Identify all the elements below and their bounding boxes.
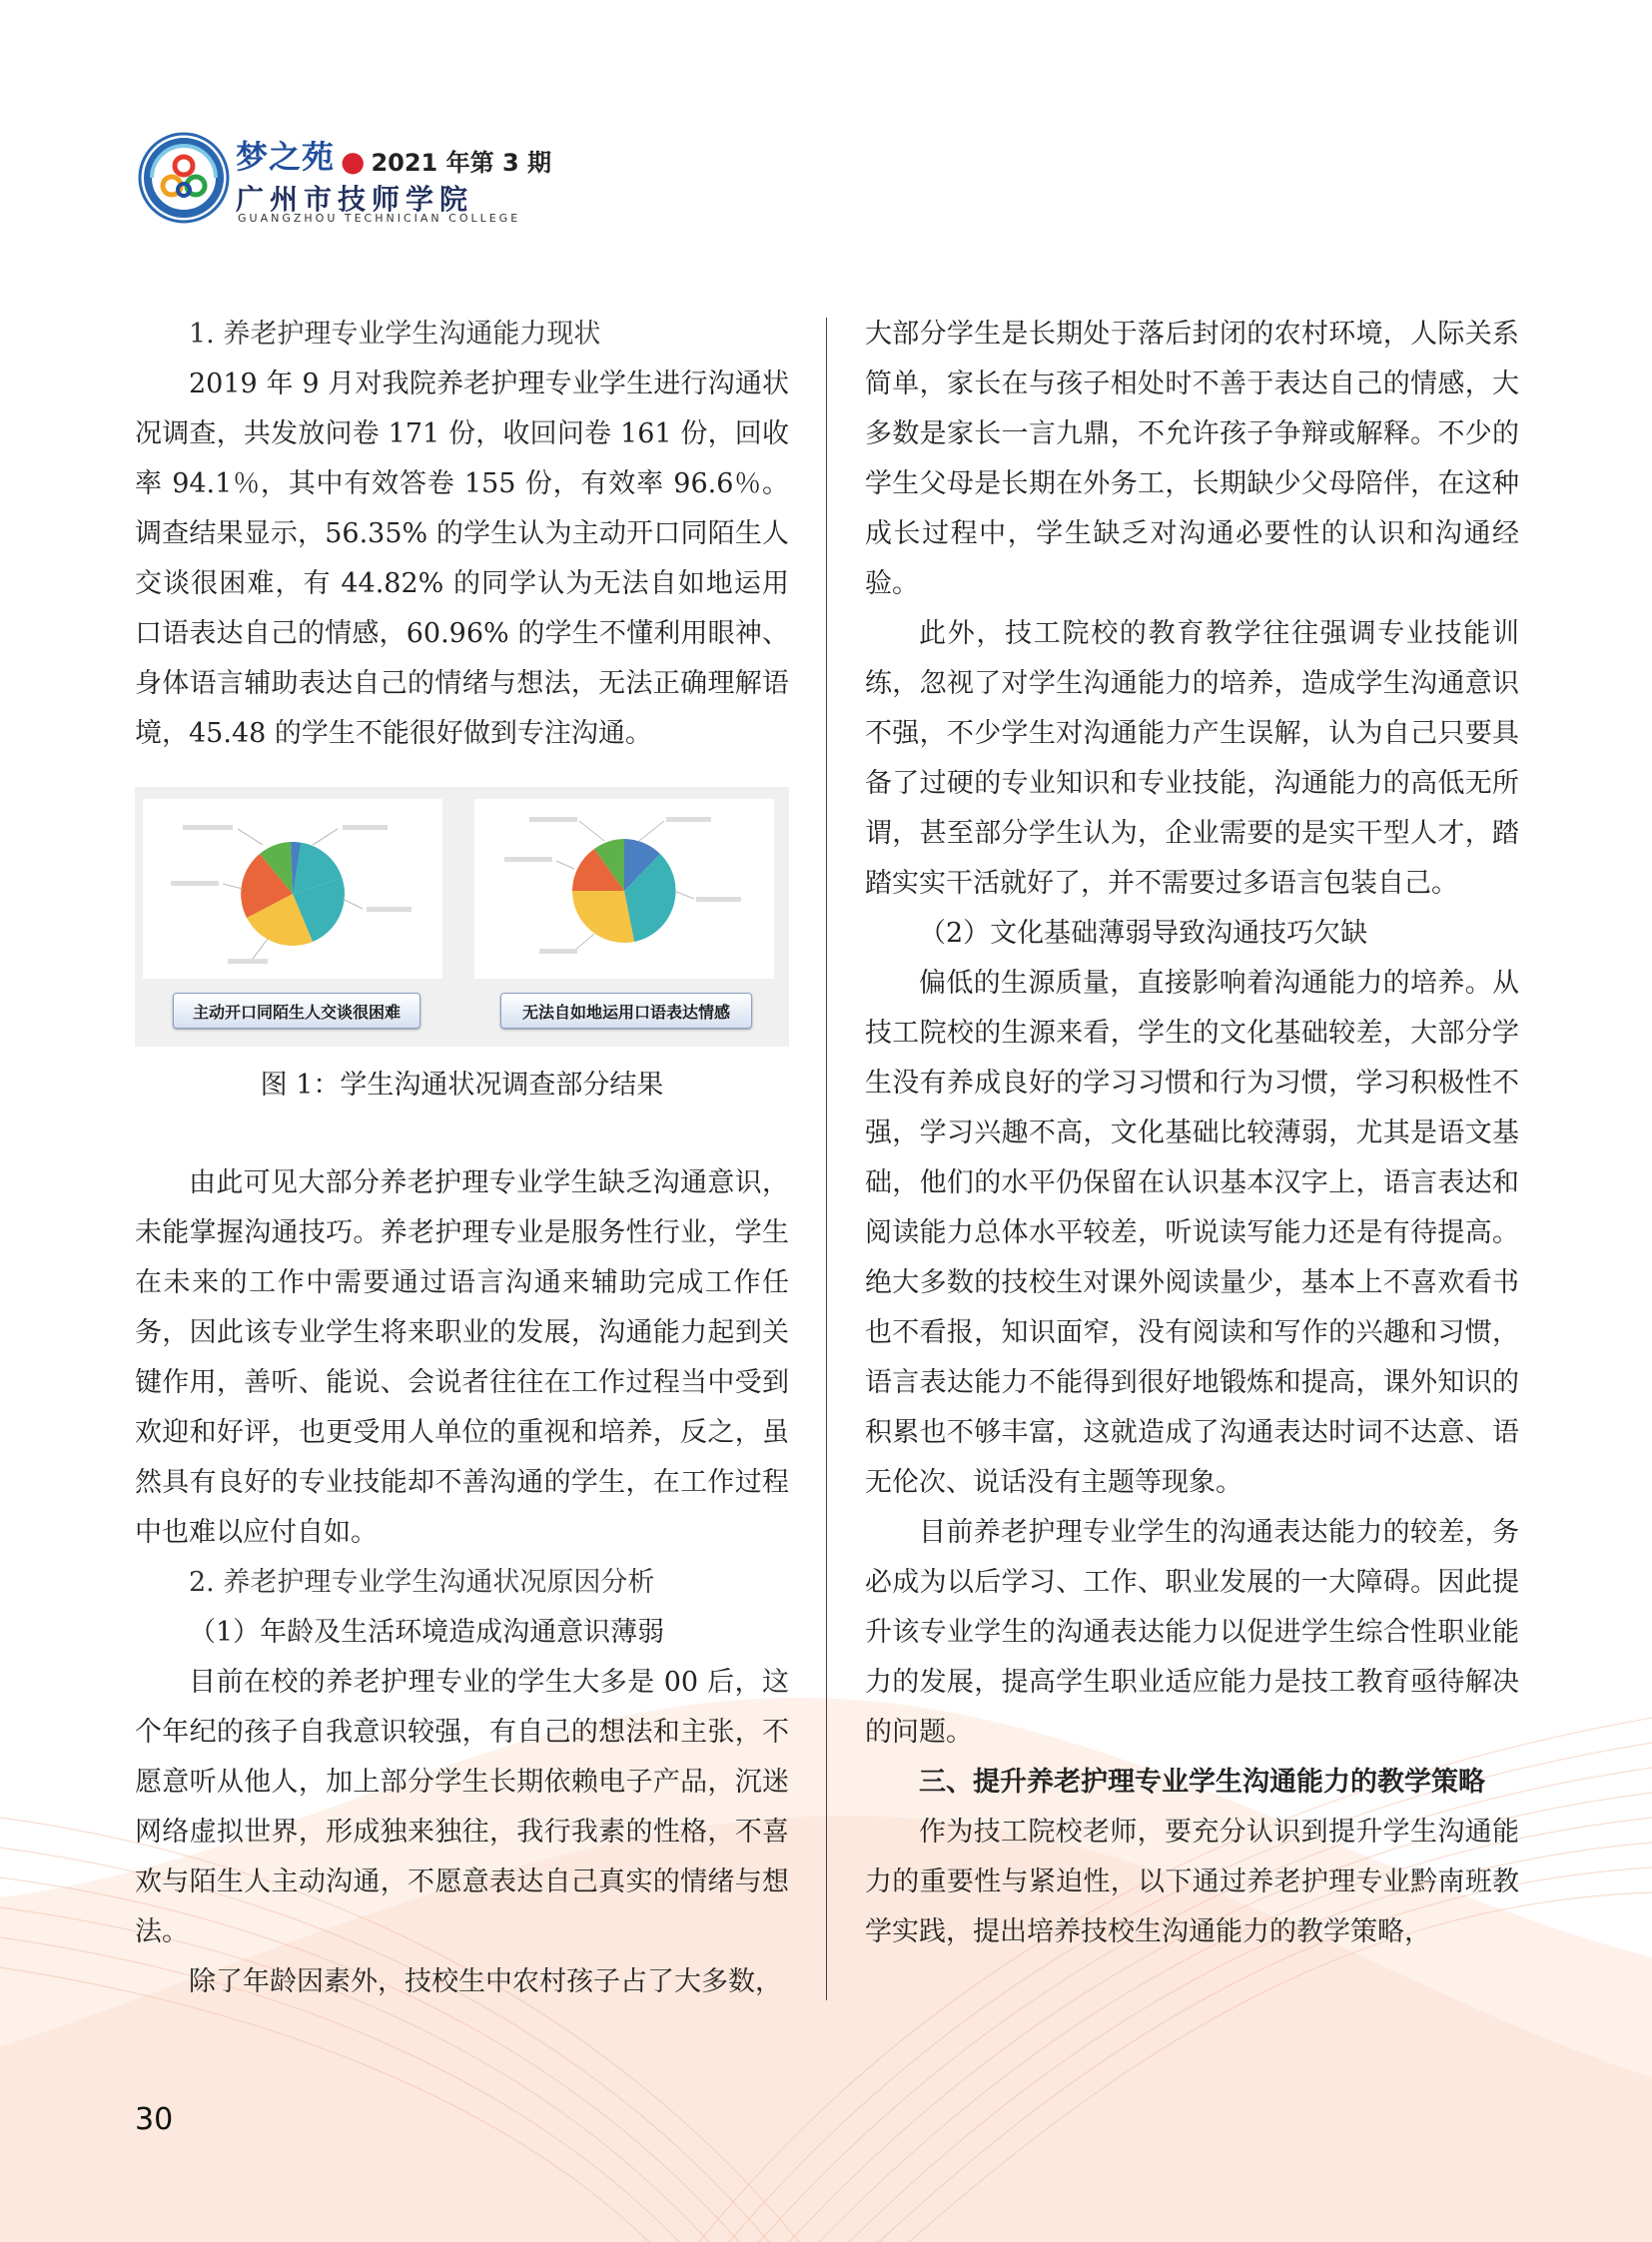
issue-label: 2021 年第 3 期 [371,149,552,177]
paragraph: 大部分学生是长期处于落后封闭的农村环境，人际关系简单，家长在与孩子相处时不善于表达自己的情感，大多数是家长一言九鼎，不允许孩子争辩或解释。不少的学生父母是长期在外务工，长期缺少父母陪伴，在这种成长过程中，学生缺乏对沟通必要性的认识和沟通经验。 [865,319,1519,599]
college-logo-icon [138,132,230,224]
magazine-title: 梦之苑 [236,138,336,176]
figure-label-right: 无法自如地运用口语表达情感 [500,993,752,1029]
paragraph: 除了年龄因素外，技校生中农村孩子占了大多数， [189,1966,782,1997]
section-2-title: 2. 养老护理专业学生沟通状况原因分析 [189,1567,655,1598]
school-name-cn: 广州市技师学院 [236,183,474,216]
section-3-title: 三、提升养老护理专业学生沟通能力的教学策略 [919,1767,1485,1798]
school-name-en: GUANGZHOU TECHNICIAN COLLEGE [238,212,521,225]
page-number: 30 [135,2102,174,2137]
figure-label-left: 主动开口同陌生人交谈很困难 [173,993,420,1029]
left-column [135,310,789,2007]
pie-chart-panel-left [143,799,442,979]
paragraph: 由此可见大部分养老护理专业学生缺乏沟通意识，未能掌握沟通技巧。养老护理专业是服务性行业，学生在未来的工作中需要通过语言沟通来辅助完成工作任务，因此该专业学生将来职业的发展，沟通能力起到关键作用，善听、能说、会说者往往在工作过程当中受到欢迎和好评，也更受用人单位的重视和培养，反之，虽然具有良好的专业技能却不善沟通的学生，在工作过程中也难以应付自如。 [135,1167,789,1548]
paragraph: 目前在校的养老护理专业的学生大多是 00 后，这个年纪的孩子自我意识较强，有自己的想法和主张，不愿意听从他人，加上部分学生长期依赖电子产品，沉迷网络虚拟世界，形成独来独往，我行我素的性格，不喜欢与陌生人主动沟通，不愿意表达自己真实的情绪与想法。 [135,1667,789,1947]
figure-caption: 图 1：学生沟通状况调查部分结果 [260,1070,664,1101]
paragraph: 目前养老护理专业学生的沟通表达能力的较差，务必成为以后学习、工作、职业发展的一大障碍。因此提升该专业学生的沟通表达能力以促进学生综合性职业能力的发展，提高学生职业适应能力是技工教育亟待解决的问题。 [865,1517,1519,1748]
right-column [865,310,1519,1957]
pie-slice [572,891,634,943]
journal-header [138,132,737,225]
subsection-2-title: （2）文化基础薄弱导致沟通技巧欠缺 [919,918,1368,949]
title-separator-dot: ● [341,145,366,178]
pie-chart-panel-right [474,799,774,979]
pie-chart-right [474,799,774,979]
figure-1 [135,787,789,1047]
paragraph: 此外，技工院校的教育教学往往强调专业技能训练，忽视了对学生沟通能力的培养，造成学生沟通意识不强，不少学生对沟通能力产生误解，认为自己只要具备了过硬的专业知识和专业技能，沟通能力的高低无所谓，甚至部分学生认为，企业需要的是实干型人才，踏踏实实干活就好了，并不需要过多语言包装自己。 [865,618,1519,899]
subsection-1-title: （1）年龄及生活环境造成沟通意识薄弱 [189,1617,665,1648]
section-1-title: 1. 养老护理专业学生沟通能力现状 [189,319,601,350]
paragraph: 2019 年 9 月对我院养老护理专业学生进行沟通状况调查，共发放问卷 171 份，收回问卷 161 份，回收率 94.1％，其中有效答卷 155 份，有效率 96.6％。调查结果显示，56.35% 的学生认为主动开口同陌生人交谈很困难，有 44.82% 的同学认为无法自如地运用口语表达自己的情感，60.96% 的学生不懂利用眼神、身体语言辅助表达自己的情绪与想法，无法正确理解语境，45.48 的学生不能很好做到专注沟通。 [135,369,789,749]
paragraph: 作为技工院校老师，要充分认识到提升学生沟通能力的重要性与紧迫性，以下通过养老护理专业黔南班教学实践，提出培养技校生沟通能力的教学策略， [865,1817,1519,1947]
column-divider [826,318,827,2000]
paragraph: 偏低的生源质量，直接影响着沟通能力的培养。从技工院校的生源来看，学生的文化基础较差，大部分学生没有养成良好的学习习惯和行为习惯，学习积极性不强，学习兴趣不高，文化基础比较薄弱，尤其是语文基础，他们的水平仍保留在认识基本汉字上，语言表达和阅读能力总体水平较差，听说读写能力还是有待提高。绝大多数的技校生对课外阅读量少，基本上不喜欢看书也不看报，知识面窄，没有阅读和写作的兴趣和习惯，语言表达能力不能得到很好地锻炼和提高，课外知识的积累也不够丰富，这就造成了沟通表达时词不达意、语无伦次、说话没有主题等现象。 [865,968,1519,1498]
pie-chart-left [143,799,442,979]
